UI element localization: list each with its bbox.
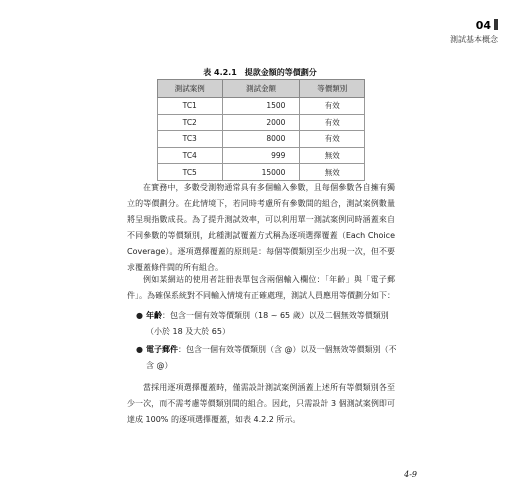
chapter-number: 04 (475, 19, 491, 32)
chapter-title: 測試基本概念 (450, 35, 498, 44)
table-cell: TC3 (158, 131, 223, 148)
paragraph-conclusion: 當採用逐項選擇覆蓋時，僅需設計測試案例涵蓋上述所有等價類別各至少一次，而不需考慮等價類別間的組合。因此，只需設計 3 個測試案例即可達成 100% 的逐項選擇覆蓋，如表 4.2.2 所示。 (127, 383, 395, 424)
table-row (158, 164, 365, 181)
bullet-label: 電子郵件 (146, 345, 178, 354)
table-cell: TC4 (158, 147, 223, 164)
bullet-text: ：包含一個有效等價類別（18 ~ 65 歲）以及二個無效等價類別（小於 18 及大於 65） (146, 311, 389, 336)
column-header: 等價類別 (300, 80, 365, 98)
bullet-text: ：包含一個有效等價類別（含 @）以及一個無效等價類別（不含 @） (146, 345, 397, 370)
table-cell: 1500 (222, 98, 300, 115)
bullet-age (136, 308, 398, 340)
table-cell: 無效 (300, 147, 365, 164)
table-row (158, 114, 365, 131)
bullet-email (136, 342, 398, 374)
table-cell: 2000 (222, 114, 300, 131)
table-cell: TC1 (158, 98, 223, 115)
page-number: 4-9 (404, 470, 417, 479)
table-cell: TC5 (158, 164, 223, 181)
table-cell: 999 (222, 147, 300, 164)
table-cell: 8000 (222, 131, 300, 148)
table-cell: TC2 (158, 114, 223, 131)
table-cell: 有效 (300, 131, 365, 148)
table-caption: 表 4.2.1 提款金額的等價劃分 (203, 68, 317, 77)
equivalence-table (157, 79, 365, 181)
table-cell: 15000 (222, 164, 300, 181)
chapter-header (450, 14, 498, 45)
table-row (158, 131, 365, 148)
table-row (158, 98, 365, 115)
paragraph-each-choice: 在實務中，多數受測物通常具有多個輸入參數，且每個參數各自擁有獨立的等價劃分。在此情境下，若同時考慮所有參數間的組合，測試案例數量將呈現指數成長。為了提升測試效率，可以利用單一測試案例同時涵蓋來自不同參數的等價類別，此種測試覆蓋方式稱為逐項選擇覆蓋（Each Choice Coverage）。逐項選擇覆蓋的原則是：每個等價類別至少出現一次，但不要求覆蓋條件間的所有組合。 (127, 183, 395, 272)
table-cell: 有效 (300, 114, 365, 131)
column-header: 測試金額 (222, 80, 300, 98)
bullet-dot-icon: ● (136, 311, 143, 320)
table-header-row (158, 80, 365, 98)
chapter-marker (494, 19, 498, 30)
table-cell: 有效 (300, 98, 365, 115)
table-cell: 無效 (300, 164, 365, 181)
table-row (158, 147, 365, 164)
bullet-dot-icon: ● (136, 345, 143, 354)
bullet-label: 年齡 (146, 311, 162, 320)
paragraph-example: 例如某網站的使用者註冊表單包含兩個輸入欄位：「年齡」與「電子郵件」。為確保系統對不同輸入情境有正確處理，測試人員應用等價劃分如下： (127, 275, 395, 300)
column-header: 測試案例 (158, 80, 223, 98)
